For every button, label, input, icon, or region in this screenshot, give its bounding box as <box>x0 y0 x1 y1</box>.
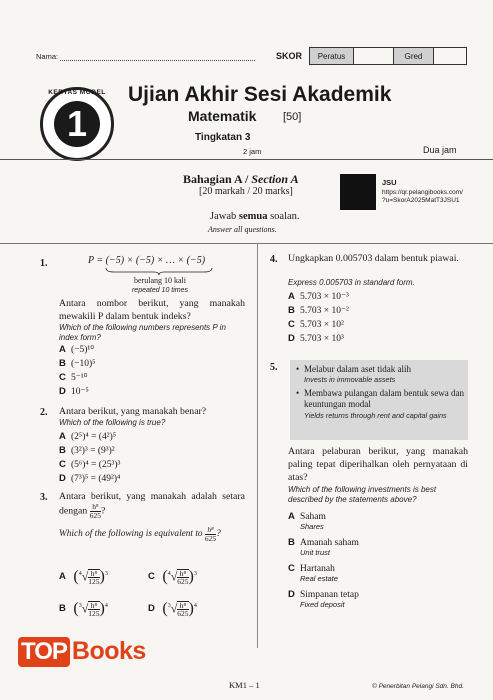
q2-option-b-letter: B <box>59 445 66 456</box>
q5-option-a-letter: A <box>288 511 295 522</box>
section-title <box>183 172 299 187</box>
jsu-label: JSU <box>382 178 397 187</box>
q5-option-c-text: Hartanah <box>300 564 335 574</box>
q3-option-a-frac <box>88 569 99 586</box>
q3-text-ms: Antara berikut, yang manakah adalah setara dengan $\frac{\text{h⁸}}{625}$ ? <box>59 491 245 520</box>
q3-option-c-den: 625 <box>177 577 189 586</box>
q3-option-c-num: h⁸ <box>177 570 188 579</box>
name-label: Nama: <box>36 52 59 61</box>
q5-option-d-text: Simpanan tetap <box>300 590 359 600</box>
jsu-url-line2: ?u=SkorA2025MatT3JSU1 <box>382 197 460 205</box>
q1-option-a[interactable] <box>59 344 94 355</box>
q5-bullet-2-ms: Membawa pulangan dalam bentuk sewa dan keuntungan modal <box>304 388 464 410</box>
section-marks: [20 markah / 20 marks] <box>199 186 293 197</box>
q3-frac-num: h⁸ <box>90 503 101 512</box>
q5-bullet-2-en: Yields returns through rent and capital gains <box>304 410 447 420</box>
instr-bold: semua <box>238 211 268 222</box>
jsu-url[interactable] <box>382 189 463 205</box>
q5-text-ms: Antara pelaburan berikut, yang manakah paling tepat diperihalkan oleh pernyataan di atas? <box>288 446 468 484</box>
q3-option-b-num: h⁸ <box>88 602 99 611</box>
q2-option-a-text: (2⁵)⁴ = (4²)⁵ <box>71 432 117 442</box>
q4-option-d-letter: D <box>288 333 295 344</box>
q1-option-b[interactable] <box>59 358 96 369</box>
q5-option-b[interactable] <box>288 537 359 557</box>
exam-title: Ujian Akhir Sesi Akademik <box>128 83 392 106</box>
q1-option-b-text: (−10)⁵ <box>71 359 96 369</box>
score-box <box>309 47 467 65</box>
q3-fraction-en <box>205 526 216 542</box>
q5-option-d-letter: D <box>288 589 295 600</box>
q1-number: 1. <box>40 258 48 269</box>
q5-bullet-2 <box>296 388 464 420</box>
q1-formula: P = (−5) × (−5) × … × (−5) <box>88 255 206 266</box>
q3-option-a-letter: A <box>59 571 66 583</box>
q3-option-d-exp: 4 <box>193 603 197 610</box>
q1-option-c-text: 5⁻¹⁰ <box>71 373 88 383</box>
logo-books: Books <box>71 637 146 665</box>
q5-number: 5. <box>270 362 278 373</box>
q1-text-ms: Antara nombor berikut, yang manakah mewakili P dalam bentuk indeks? <box>59 298 245 323</box>
q3-option-a-exp: 3 <box>104 571 108 578</box>
q4-option-a[interactable] <box>288 291 349 302</box>
section-divider <box>0 243 493 244</box>
q3-frac-den-en: 625 <box>204 533 217 543</box>
q5-option-b-letter: B <box>288 537 295 548</box>
logo-top: TOP <box>18 637 70 667</box>
q5-option-d[interactable] <box>288 589 359 609</box>
publisher: © Penerbitan Pelangi Sdn. Bhd. <box>372 683 464 690</box>
q5-option-a-sub: Shares <box>300 522 324 531</box>
q4-text-ms: Ungkapkan 0.005703 dalam bentuk piawai. <box>288 253 459 264</box>
q4-option-c-text: 5.703 × 10² <box>300 320 344 330</box>
q3-option-a-den: 125 <box>88 577 100 586</box>
jsu-url-line1: https://qr.pelangibooks.com/ <box>382 189 463 196</box>
q2-number: 2. <box>40 407 48 418</box>
q3-option-c-exp: 3 <box>193 571 197 578</box>
q5-bullet-1 <box>296 364 464 385</box>
q3-option-d-root: 3 <box>167 603 171 610</box>
q3-option-b[interactable]: B ($^3$√ $\frac{\text{h⁸}}{125}$ )$^4$ <box>59 600 108 618</box>
q3-option-c-letter: C <box>148 571 155 583</box>
q3-option-a[interactable]: A ($^4$√ $\frac{\text{h⁸}}{125}$ )$^3$ <box>59 568 108 586</box>
q1-option-c[interactable] <box>59 372 87 383</box>
instructions-en: Answer all questions. <box>208 225 277 234</box>
q3-option-a-num: h⁸ <box>88 570 99 579</box>
score-percent-label: Peratus <box>310 48 354 64</box>
q4-option-a-letter: A <box>288 291 295 302</box>
q4-option-d-text: 5.703 × 10³ <box>300 334 344 344</box>
q2-option-d-text: (7³)⁵ = (49²)⁴ <box>71 474 121 484</box>
q5-bullet-1-ms: Melabur dalam aset tidak alih <box>304 364 411 374</box>
name-field-line <box>60 60 255 61</box>
q1-option-c-letter: C <box>59 372 66 383</box>
column-divider <box>257 243 258 648</box>
model-paper-badge <box>40 87 114 161</box>
section-title-ms: Bahagian A / <box>183 172 249 186</box>
total-marks: [50] <box>283 111 302 123</box>
badge-text: KERTAS MODEL <box>48 89 106 96</box>
q3-option-d[interactable]: D ($^3$√ $\frac{\text{h⁸}}{625}$ )$^4$ <box>148 600 197 618</box>
q2-option-c[interactable] <box>59 459 120 470</box>
q2-option-d-letter: D <box>59 473 66 484</box>
bullet-icon: • <box>296 388 300 398</box>
section-title-en: Section A <box>251 172 299 186</box>
q5-option-c-sub: Real estate <box>300 574 338 583</box>
q3-option-c[interactable]: C ($^4$√ $\frac{\text{h⁸}}{625}$ )$^3$ <box>148 568 197 586</box>
q5-option-b-sub: Unit trust <box>300 548 331 557</box>
qr-code[interactable] <box>340 174 376 210</box>
header-divider <box>0 159 493 160</box>
duration-small: 2 jam <box>243 147 262 156</box>
q3-frac-den: 625 <box>89 510 101 520</box>
instr-pre: Jawab <box>210 211 239 222</box>
q5-bullet-1-en: Invests in immovable assets <box>304 375 396 385</box>
q3-option-d-frac <box>177 601 188 618</box>
q4-option-d[interactable] <box>288 333 344 344</box>
instructions-ms <box>210 211 300 222</box>
q3-option-d-letter: D <box>148 603 155 615</box>
q2-text-ms: Antara berikut, yang manakah benar? <box>59 406 207 417</box>
q3-option-c-frac <box>177 569 188 586</box>
q1-brace-en: repeated 10 times <box>131 287 189 294</box>
q3-option-b-root: 3 <box>78 603 82 610</box>
subject-title: Matematik <box>188 108 257 124</box>
form-level: Tingkatan 3 <box>195 132 251 143</box>
score-grade-label: Gred <box>394 48 434 64</box>
q1-brace-ms: berulang 10 kali <box>134 276 186 285</box>
bullet-icon: • <box>296 364 300 374</box>
q2-option-a-letter: A <box>59 431 66 442</box>
q5-option-d-sub: Fixed deposit <box>300 600 345 609</box>
q3-option-b-frac <box>88 601 99 618</box>
score-grade-value <box>434 48 466 64</box>
q5-option-c-letter: C <box>288 563 295 574</box>
q1-option-a-letter: A <box>59 344 66 355</box>
q2-text-en: Which of the following is true? <box>59 418 166 427</box>
q3-option-b-letter: B <box>59 603 66 615</box>
q2-option-d[interactable] <box>59 473 120 484</box>
q2-option-a[interactable] <box>59 431 116 442</box>
q4-number: 4. <box>270 254 278 265</box>
q2-option-b[interactable] <box>59 445 115 456</box>
q3-option-c-root: 4 <box>167 571 171 578</box>
q3-option-b-den: 125 <box>88 609 100 618</box>
q3-option-b-exp: 4 <box>104 603 108 610</box>
q3-frac-num-en: h⁸ <box>205 526 216 535</box>
q3-option-d-num: h⁸ <box>177 602 188 611</box>
q3-number: 3. <box>40 492 48 503</box>
q4-option-c-letter: C <box>288 319 295 330</box>
duration: Dua jam <box>423 145 457 155</box>
q3-text-en: Which of the following is equivalent to $\frac{\text{h⁸}}{625}$ ? <box>59 525 221 543</box>
topbooks-logo <box>18 637 146 667</box>
badge-number: 1 <box>54 101 100 147</box>
page-code: KM1 – 1 <box>229 680 260 690</box>
score-percent-value <box>354 48 394 64</box>
q3-text-ms-body: Antara berikut, yang manakah adalah setara dengan <box>59 491 245 517</box>
q1-brace <box>104 267 214 275</box>
q4-option-a-text: 5.703 × 10⁻³ <box>300 292 349 302</box>
q1-option-a-text: (−5)¹⁰ <box>71 345 95 355</box>
q3-option-a-root: 4 <box>78 571 82 578</box>
q5-option-c[interactable] <box>288 563 338 583</box>
q4-option-b-text: 5.703 × 10⁻² <box>300 306 349 316</box>
q4-option-b-letter: B <box>288 305 295 316</box>
q1-option-d[interactable] <box>59 386 89 397</box>
q4-text-en: Express 0.005703 in standard form. <box>288 278 415 287</box>
q5-option-b-text: Amanah saham <box>300 538 359 548</box>
q3-fraction <box>90 503 101 519</box>
instr-post: soalan. <box>267 211 300 222</box>
q1-option-b-letter: B <box>59 358 66 369</box>
q5-option-a-text: Saham <box>300 512 326 522</box>
q3-option-d-den: 625 <box>177 609 189 618</box>
q4-option-c[interactable] <box>288 319 344 330</box>
q4-option-b[interactable] <box>288 305 349 316</box>
q1-text-en: Which of the following numbers represents P in index form? <box>59 323 226 343</box>
q3-text-en-body: Which of the following is equivalent to <box>59 529 203 540</box>
q2-option-c-letter: C <box>59 459 66 470</box>
q1-option-d-text: 10⁻⁵ <box>71 387 89 397</box>
q1-option-d-letter: D <box>59 386 66 397</box>
score-label: SKOR <box>276 51 303 61</box>
q5-option-a[interactable] <box>288 511 326 531</box>
q2-option-c-text: (5⁶)⁴ = (25³)³ <box>71 460 121 470</box>
q2-option-b-text: (3²)³ = (9³)² <box>71 446 115 456</box>
q5-text-en: Which of the following investments is best described by the statements above? <box>288 485 437 505</box>
